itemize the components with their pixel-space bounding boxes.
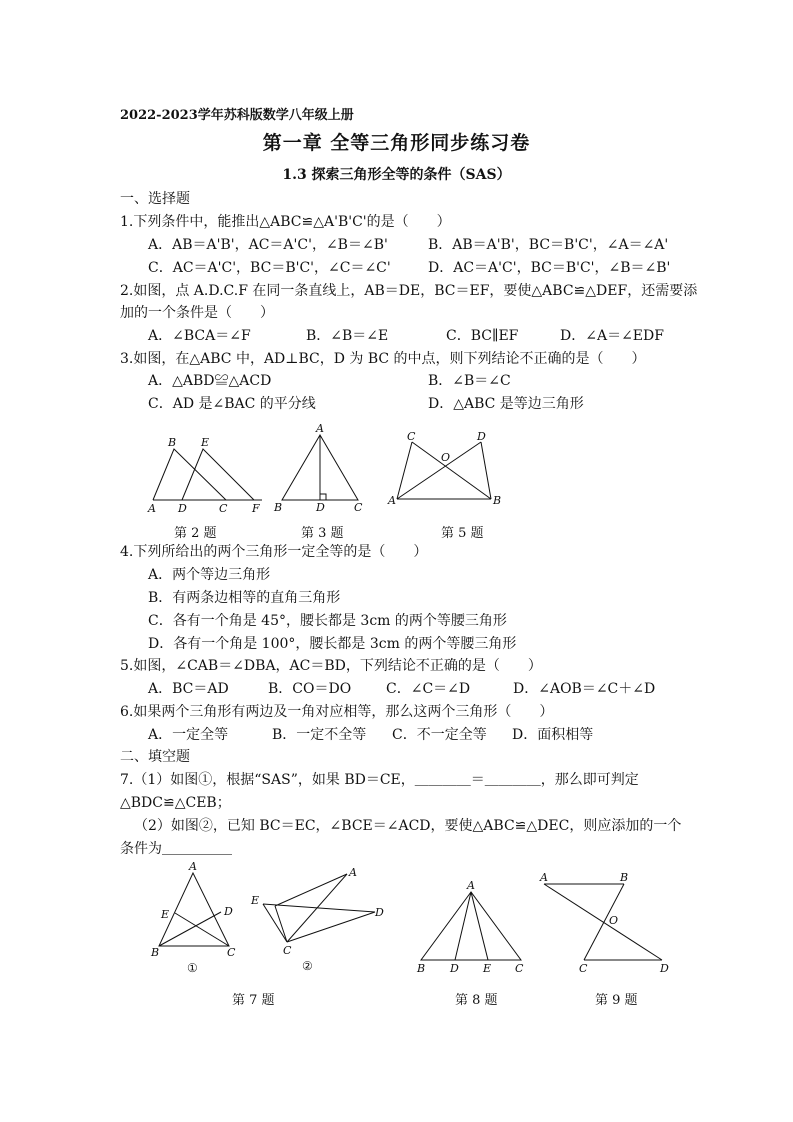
fig7b-label-e: E [251, 894, 260, 907]
section-choice: 一、选择题 [120, 191, 190, 207]
fig7-caption: 第 7 题 [232, 993, 275, 1008]
fig7a-label-c: C [227, 946, 236, 959]
q3-stem: 3.如图，在△ABC 中，AD⊥BC，D 为 BC 的中点，则下列结论不正确的是（ ） [120, 351, 646, 367]
fig5-label-b: B [493, 494, 502, 507]
fig8-label-a: A [467, 879, 475, 892]
q1-option-b: B．AB＝A'B'，BC＝B'C'，∠A＝∠A' [428, 237, 669, 253]
fig7a-label-b: B [151, 946, 160, 959]
q7-part2-line2: 条件为＿＿＿＿＿ [120, 841, 232, 857]
fig7b-label-c: C [283, 944, 292, 957]
fig3-label-b: B [274, 501, 283, 514]
fig2-label-a: A [148, 502, 156, 514]
figure-q8 [412, 878, 537, 978]
fig2-label-f: F [252, 502, 260, 514]
fig5-caption: 第 5 题 [441, 526, 484, 541]
fig8-line-ae [471, 892, 488, 960]
q2-option-a: A．∠BCA＝∠F [148, 328, 251, 344]
q2-option-b: B．∠B＝∠E [306, 328, 389, 344]
q5-option-a: A．BC＝AD [148, 681, 229, 697]
fig3-label-d: D [316, 501, 325, 514]
fig5-line-bd [481, 442, 491, 499]
fig8-caption: 第 8 题 [455, 993, 498, 1008]
fig9-label-c: C [579, 962, 588, 975]
series-title: 2022-2023学年苏科版数学八年级上册 [120, 108, 354, 123]
fig5-label-c: C [407, 430, 416, 443]
q7-part1-line2: △BDC≌△CEB； [120, 795, 231, 811]
fig9-line-ad [544, 884, 662, 960]
fig2-label-b: B [168, 436, 177, 449]
q3-option-b: B．∠B＝∠C [428, 373, 511, 389]
q3-option-d: D．△ABC 是等边三角形 [428, 396, 584, 412]
q6-option-c: C．不一定全等 [392, 727, 487, 743]
fig7b-line-ec [263, 904, 287, 942]
q6-option-a: A．一定全等 [148, 727, 229, 743]
fig8-triangle-abc [421, 892, 521, 960]
fig7a-label-e: E [161, 908, 170, 921]
fig3-label-c: C [354, 501, 363, 514]
figure-q2 [140, 432, 270, 514]
q4-option-a: A．两个等边三角形 [148, 567, 271, 583]
fig9-label-o: O [609, 914, 619, 927]
q5-stem: 5.如图，∠CAB＝∠DBA，AC＝BD，下列结论不正确的是（ ） [120, 658, 542, 674]
section-title: 1.3 探索三角形全等的条件（SAS） [282, 167, 511, 183]
q2-stem-line1: 2.如图，点 A.D.C.F 在同一条直线上，AB＝DE，BC＝EF，要使△ABC≌△DEF，还需要添 [120, 283, 698, 299]
fig8-label-b: B [417, 962, 426, 975]
fig7b-sub-label: ② [302, 959, 313, 973]
q4-option-d: D．各有一个角是 100°，腰长都是 3cm 的两个等腰三角形 [148, 636, 517, 652]
fig5-label-a: A [388, 494, 396, 507]
q6-stem: 6.如果两个三角形有两边及一角对应相等，那么这两个三角形（ ） [120, 704, 554, 720]
figure-q5 [385, 426, 510, 514]
fig5-label-o: O [441, 451, 451, 464]
q6-option-d: D．面积相等 [512, 727, 594, 743]
fig2-label-e: E [201, 436, 210, 449]
q4-option-c: C．各有一个角是 45°，腰长都是 3cm 的两个等腰三角形 [148, 613, 507, 629]
figure-q7-2 [245, 862, 390, 974]
fig2-triangle-abc [153, 449, 226, 500]
chapter-title: 第一章 全等三角形同步练习卷 [262, 132, 531, 154]
figure-q9 [530, 866, 680, 978]
fig7a-sub-label: ① [187, 961, 198, 975]
q3-option-a: A．△ABD≌△ACD [148, 373, 272, 389]
q1-option-d: D．AC＝A'C'，BC＝B'C'，∠B＝∠B' [428, 260, 671, 276]
fig8-label-d: D [450, 962, 459, 975]
q4-option-b: B．有两条边相等的直角三角形 [148, 590, 341, 606]
q6-option-b: B．一定不全等 [272, 727, 367, 743]
q2-stem-line2: 加的一个条件是（ ） [120, 305, 274, 321]
fig8-label-c: C [515, 962, 524, 975]
fig3-label-a: A [316, 422, 324, 435]
fig7a-triangle-abc [159, 873, 229, 946]
q7-part2-line1: （2）如图②，已知 BC＝EC，∠BCE＝∠ACD，要使△ABC≌△DEC，则应添加的一个 [134, 818, 682, 834]
fig2-label-d: D [178, 502, 187, 514]
fig7b-line-bc [275, 906, 287, 942]
q5-option-d: D．∠AOB＝∠C＋∠D [513, 681, 656, 697]
fig7a-label-d: D [224, 905, 233, 918]
q5-option-c: C．∠C＝∠D [386, 681, 471, 697]
q7-part1-line1: 7.（1）如图①，根据“SAS”，如果 BD＝CE，＿＿＿＿＝＿＿＿＿，那么即可判定 [120, 772, 639, 788]
fig9-label-d: D [660, 962, 669, 975]
figure-q3 [270, 420, 370, 514]
fig7b-line-ba [275, 874, 347, 906]
q3-option-c: C．AD 是∠BAC 的平分线 [148, 396, 316, 412]
q4-stem: 4.下列所给出的两个三角形一定全等的是（ ） [120, 544, 428, 560]
q2-option-d: D．∠A＝∠EDF [560, 328, 664, 344]
fig7b-label-d: D [375, 906, 384, 919]
fig9-label-b: B [620, 871, 629, 884]
fig3-caption: 第 3 题 [301, 526, 344, 541]
fig7b-label-a: A [349, 866, 357, 879]
fig5-line-cb [412, 442, 491, 499]
section-fill: 二、填空题 [120, 749, 190, 765]
q5-option-b: B．CO＝DO [268, 681, 352, 697]
fig3-right-angle-mark [320, 494, 326, 500]
fig7a-label-a: A [189, 860, 197, 873]
fig9-label-a: A [540, 871, 548, 884]
q1-option-c: C．AC＝A'C'，BC＝B'C'，∠C＝∠C' [148, 260, 391, 276]
fig5-label-d: D [477, 430, 486, 443]
fig2-label-c: C [219, 502, 228, 514]
fig2-caption: 第 2 题 [174, 526, 217, 541]
figure-q7-1 [145, 860, 245, 978]
q1-option-a: A．AB＝A'B'，AC＝A'C'，∠B＝∠B' [148, 237, 388, 253]
q1-stem: 1.下列条件中，能推出△ABC≌△A'B'C'的是（ ） [120, 214, 451, 230]
fig8-label-e: E [483, 962, 492, 975]
q2-option-c: C．BC∥EF [446, 328, 519, 344]
fig9-caption: 第 9 题 [595, 993, 638, 1008]
